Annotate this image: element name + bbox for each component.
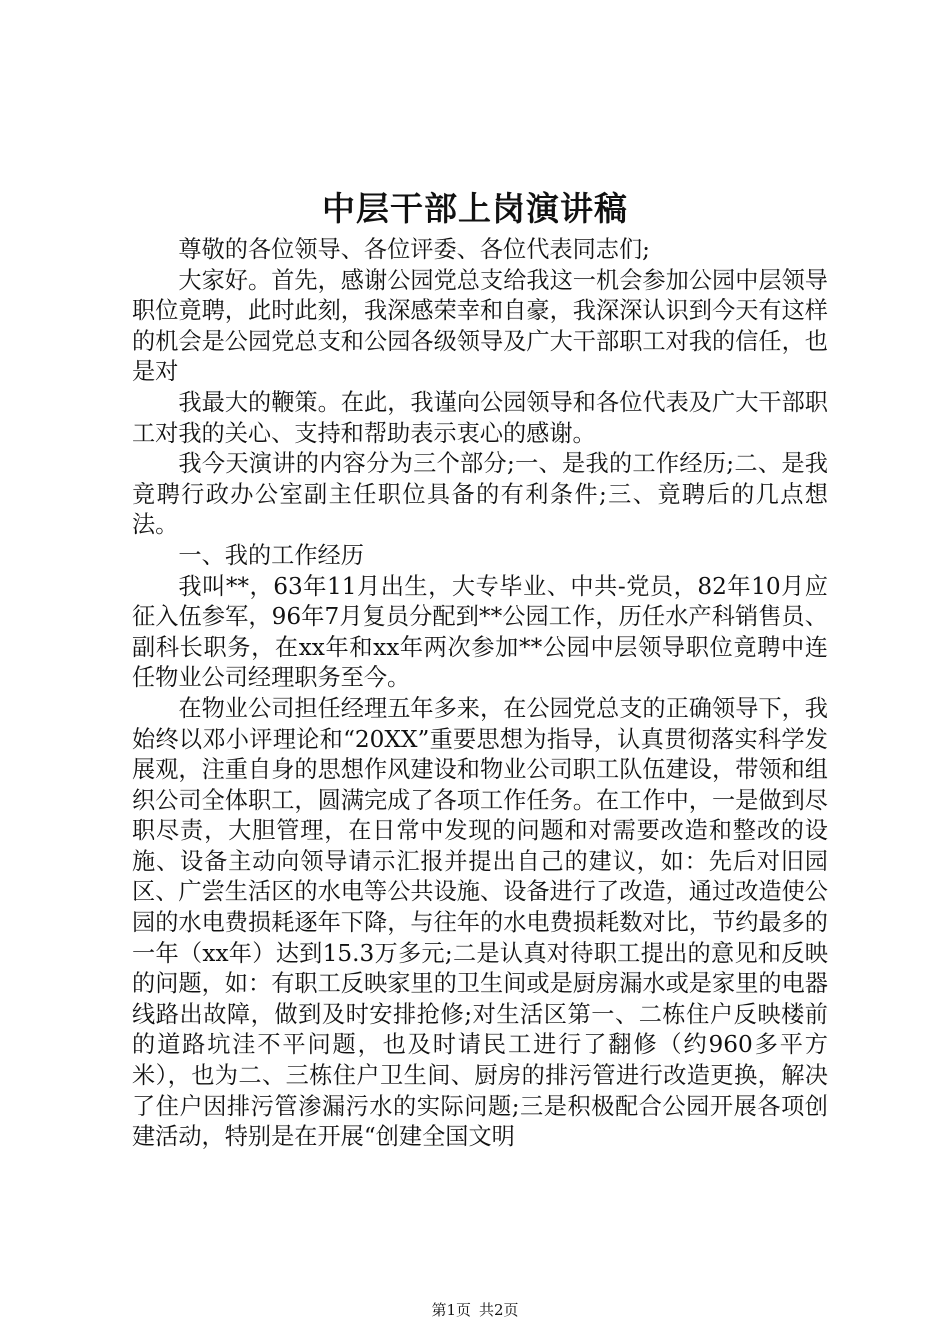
paragraph-biography: 我叫**，63年11月出生，大专毕业、中共-党员，82年10月应征入伍参军，96年7月复员分配到**公园工作，历任水产科销售员、副科长职务，在xx年和xx年两次参加**公园中层领导职位竟聘中连任物业公司经理职务至今。 <box>132 572 828 692</box>
document-body <box>132 235 828 1153</box>
paragraph-greeting: 大家好。首先，感谢公园党总支给我这一机会参加公园中层领导职位竟聘，此时此刻，我深感荣幸和自豪，我深深认识到今天有这样的机会是公园党总支和公园各级领导及广大干部职工对我的信任，也是对 <box>132 266 828 386</box>
paragraph-salutation: 尊敬的各位领导、各位评委、各位代表同志们; <box>178 236 650 263</box>
document-title: 中层干部上岗演讲稿 <box>322 189 628 228</box>
page-footer <box>0 1300 950 1320</box>
page-number: 第1页 <box>431 1301 471 1319</box>
paragraph-work-experience: 在物业公司担任经理五年多来，在公园党总支的正确领导下，我始终以邓小评理论和“20XX”重要思想为指导，认真贯彻落实科学发展观，注重自身的思想作风建设和物业公司职工队伍建设，带领和组织公司全体职工，圆满完成了各项工作任务。在工作中，一是做到尽职尽责，大胆管理，在日常中发现的问题和对需要改造和整改的设施、设备主动向领导请示汇报并提出自己的建议，如：先后对旧园区、广尝生活区的水电等公共设施、设备进行了改造，通过改造使公园的水电费损耗逐年下降，与往年的水电费损耗数对比，节约最多的一年（xx年）达到15.3万多元;二是认真对待职工提出的意见和反映的问题，如：有职工反映家里的卫生间或是厨房漏水或是家里的电器线路出故障，做到及时安排抢修;对生活区第一、二栋住户反映楼前的道路坑洼不平问题，也及时请民工进行了翻修（约960多平方米），也为二、三栋住户卫生间、厨房的排污管进行改造更换，解决了住户因排污管渗漏污水的实际问题;三是积极配合公园开展各项创建活动，特别是在开展“创建全国文明 <box>132 694 828 1151</box>
paragraph-outline: 我今天演讲的内容分为三个部分;一、是我的工作经历;二、是我竟聘行政办公室副主任职位具备的有利条件;三、竟聘后的几点想法。 <box>132 450 828 539</box>
paragraph-thanks: 我最大的鞭策。在此，我谨向公园领导和各位代表及广大干部职工对我的关心、支持和帮助表示衷心的感谢。 <box>132 388 828 447</box>
section-heading: 一、我的工作经历 <box>178 541 364 569</box>
page-total: 共2页 <box>479 1301 519 1319</box>
